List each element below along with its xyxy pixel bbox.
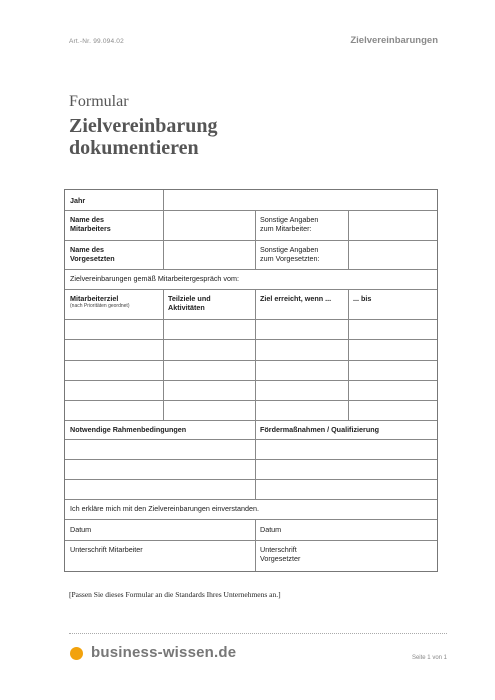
row-divider <box>65 519 437 520</box>
column-header-goal-subtext: (nach Prioritäten geordnet) <box>70 303 130 309</box>
employee-name-label <box>70 215 111 233</box>
row-divider <box>65 210 437 211</box>
column-divider <box>348 210 349 269</box>
row-divider <box>65 459 437 460</box>
row-divider <box>65 479 437 480</box>
row-divider <box>65 439 437 440</box>
column-divider <box>163 289 164 420</box>
footer-divider <box>69 633 447 634</box>
support-measures-label: Fördermaßnahmen / Qualifizierung <box>260 425 380 434</box>
row-divider <box>65 289 437 290</box>
column-divider <box>255 210 256 269</box>
signature-supervisor-line2: Vorgesetzter <box>260 554 301 563</box>
consent-statement: Ich erkläre mich mit den Zielvereinbarungen einverstanden. <box>70 504 259 513</box>
date-label-supervisor: Datum <box>260 525 282 534</box>
row-divider <box>65 380 437 381</box>
column-divider <box>163 190 164 269</box>
column-header-subgoals-line1: Teilziele und <box>168 294 211 303</box>
supervisor-name-label <box>70 245 115 263</box>
column-divider <box>255 519 256 571</box>
agreement-from-label: Zielvereinbarungen gemäß Mitarbeitergespräch vom: <box>70 274 239 283</box>
page-title <box>69 115 218 159</box>
signature-employee-label: Unterschrift Mitarbeiter <box>70 545 143 554</box>
row-divider <box>65 499 437 500</box>
employee-other-info-label <box>260 215 318 233</box>
employee-name-label-line2: Mitarbeiters <box>70 224 111 233</box>
signature-supervisor-label <box>260 545 300 563</box>
column-divider <box>255 420 256 499</box>
date-label-employee: Datum <box>70 525 92 534</box>
signature-supervisor-line1: Unterschrift <box>260 545 297 554</box>
column-divider <box>255 289 256 420</box>
column-header-until: ... bis <box>353 294 372 303</box>
row-divider <box>65 400 437 401</box>
supervisor-name-label-line2: Vorgesetzten <box>70 254 115 263</box>
customization-note: [Passen Sie dieses Formular an die Standards Ihres Unternehmens an.] <box>69 590 281 599</box>
supervisor-other-info-line2: zum Vorgesetzten: <box>260 254 320 263</box>
supervisor-other-info-line1: Sonstige Angaben <box>260 245 319 254</box>
row-divider <box>65 319 437 320</box>
article-number: Art.-Nr. 99.094.02 <box>69 38 124 45</box>
agreement-form <box>64 189 438 572</box>
title-line-2: dokumentieren <box>69 137 199 159</box>
brand-dot-icon <box>70 647 83 660</box>
row-divider <box>65 269 437 270</box>
row-divider <box>65 360 437 361</box>
conditions-label: Notwendige Rahmenbedingungen <box>70 425 187 434</box>
document-header-title: Zielvereinbarungen <box>350 35 438 46</box>
supervisor-name-label-line1: Name des <box>70 245 104 254</box>
row-divider <box>65 240 437 241</box>
page-number: Seite 1 von 1 <box>411 655 447 661</box>
column-divider <box>348 289 349 420</box>
column-header-subgoals <box>168 294 211 312</box>
column-header-goal <box>70 294 129 309</box>
column-header-subgoals-line2: Aktivitäten <box>168 303 205 312</box>
brand-logo-text: business-wissen.de <box>91 644 237 661</box>
employee-name-label-line1: Name des <box>70 215 104 224</box>
title-line-1: Zielvereinbarung <box>69 115 218 137</box>
employee-other-info-line1: Sonstige Angaben <box>260 215 319 224</box>
form-label: Formular <box>69 93 129 110</box>
row-divider <box>65 339 437 340</box>
column-header-goal-reached: Ziel erreicht, wenn ... <box>260 294 332 303</box>
row-divider <box>65 420 437 421</box>
employee-other-info-line2: zum Mitarbeiter: <box>260 224 312 233</box>
row-divider <box>65 540 437 541</box>
year-label: Jahr <box>70 196 86 205</box>
column-header-goal-text: Mitarbeiterziel <box>70 294 119 303</box>
supervisor-other-info-label <box>260 245 320 263</box>
